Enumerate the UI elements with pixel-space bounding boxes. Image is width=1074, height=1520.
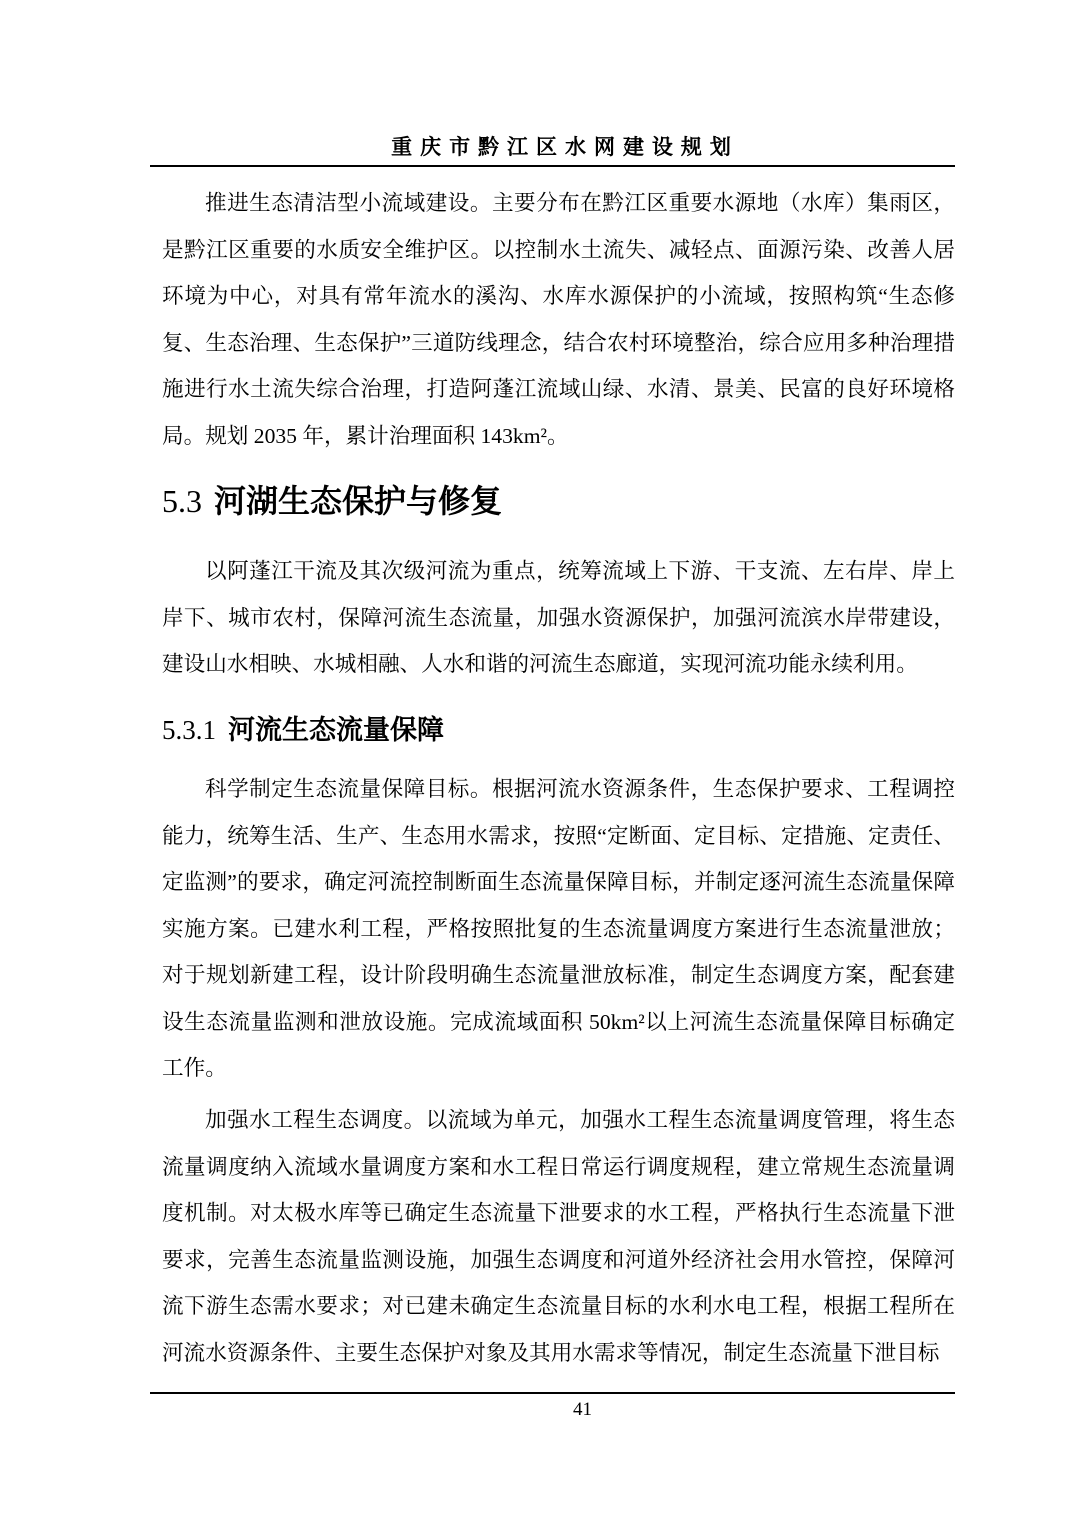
section-heading-5-3 xyxy=(162,484,502,519)
paragraph-section-5-3-lead: 以阿蓬江干流及其次级河流为重点，统筹流域上下游、干支流、左右岸、岸上岸下、城市农村，保障河流生态流量，加强水资源保护，加强河流滨水岸带建设，建设山水相映、水城相融、人水和谐的河流生态廊道，实现河流功能永续利用。 xyxy=(162,559,955,676)
section-number: 5.3 xyxy=(162,483,202,519)
section-title: 河湖生态保护与修复 xyxy=(214,483,503,519)
subsection-heading-5-3-1 xyxy=(162,716,444,746)
page-number: 41 xyxy=(573,1399,592,1420)
subsection-number: 5.3.1 xyxy=(162,715,216,745)
subsection-title: 河流生态流量保障 xyxy=(228,715,444,745)
footer-divider-line xyxy=(150,1392,955,1394)
page-header-title: 重庆市黔江区水网建设规划 xyxy=(391,136,739,159)
paragraph-eco-flow-targets: 科学制定生态流量保障目标。根据河流水资源条件，生态保护要求、工程调控能力，统筹生活、生产、生态用水需求，按照“定断面、定目标、定措施、定责任、定监测”的要求，确定河流控制断面生态流量保障目标，并制定逐河流生态流量保障实施方案。已建水利工程，严格按照批复的生态流量调度方案进行生态流量泄放；对于规划新建工程，设计阶段明确生态流量泄放标准，制定生态调度方案，配套建设生态流量监测和泄放设施。完成流域面积 50km²以上河流生态流量保障目标确定工作。 xyxy=(162,777,955,1080)
header-divider-line xyxy=(150,165,955,167)
paragraph-eco-dispatch: 加强水工程生态调度。以流域为单元，加强水工程生态流量调度管理，将生态流量调度纳入流域水量调度方案和水工程日常运行调度规程，建立常规生态流量调度机制。对太极水库等已确定生态流量下泄要求的水工程，严格执行生态流量下泄要求，完善生态流量监测设施，加强生态调度和河道外经济社会用水管控，保障河流下游生态需水要求；对已建未确定生态流量目标的水利水电工程，根据工程所在河流水资源条件、主要生态保护对象及其用水需求等情况，制定生态流量下泄目标 xyxy=(162,1108,955,1365)
paragraph-small-watershed-construction: 推进生态清洁型小流域建设。主要分布在黔江区重要水源地（水库）集雨区，是黔江区重要的水质安全维护区。以控制水土流失、减轻点、面源污染、改善人居环境为中心，对具有常年流水的溪沟、水库水源保护的小流域，按照构筑“生态修复、生态治理、生态保护”三道防线理念，结合农村环境整治，综合应用多种治理措施进行水土流失综合治理，打造阿蓬江流域山绿、水清、景美、民富的良好环境格局。规划 2035 年，累计治理面积 143km²。 xyxy=(162,191,955,448)
